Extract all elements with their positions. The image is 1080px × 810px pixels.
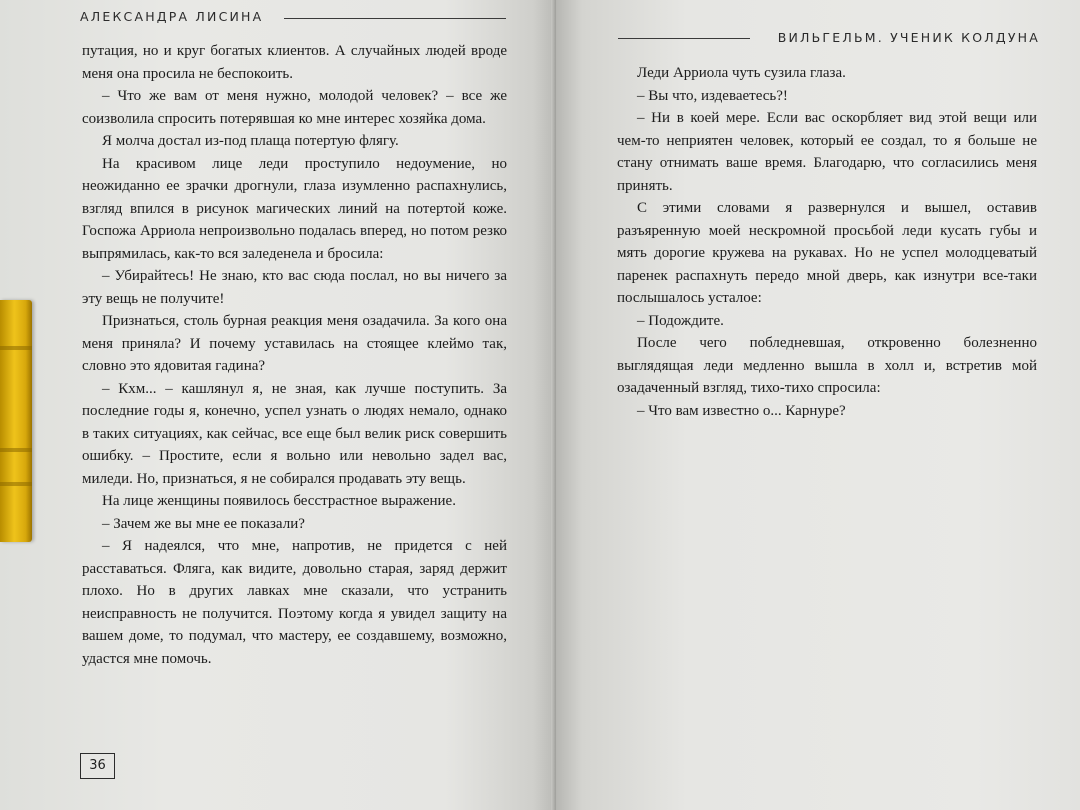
- right-page-body: [617, 62, 1037, 422]
- paragraph: На лице женщины появилось бесстрастное выражение.: [102, 493, 456, 509]
- paragraph: – Зачем же вы мне ее показали?: [102, 515, 305, 532]
- paragraph: – Я надеялся, что мне, напротив, не придется с ней расставаться. Фляга, как видите, довольно старая, заряд держит плохо. Но в других лавках мне сказали, что устранить неисправность не получится. Поэтому когда я увидел защиту на вашем доме, то подумал, что мастеру, ее создавшему, возможно, удастся мне помочь.: [82, 538, 507, 667]
- bookmark-band: [0, 448, 32, 452]
- paragraph: – Что вам известно о... Карнуре?: [637, 402, 846, 419]
- yellow-bookmark-clip: [0, 300, 32, 542]
- paragraph: Я молча достал из-под плаща потертую флягу.: [102, 133, 399, 149]
- paragraph: На красивом лице леди проступило недоумение, но неожиданно ее зрачки дрогнули, глаза изумленно распахнулись, взгляд впился в рисунок магических линий на потертой коже. Госпожа Арриола непроизвольно подалась вперед, но потом резко выпрямилась, как-то вся заледенела и бросила:: [82, 155, 507, 262]
- header-rule: [618, 38, 750, 39]
- paragraph: – Что же вам от меня нужно, молодой человек? – все же соизволила спросить потерявшая ко мне интерес хозяйка дома.: [82, 88, 507, 127]
- bookmark-band: [0, 346, 32, 350]
- left-page-body: [82, 40, 507, 670]
- paragraph: Признаться, столь бурная реакция меня озадачила. За кого она меня приняла? И почему уставилась на стоящее клеймо так, словно это ядовитая гадина?: [82, 313, 507, 374]
- paragraph: – Вы что, издеваетесь?!: [637, 87, 788, 104]
- paragraph: – Убирайтесь! Не знаю, кто вас сюда послал, но вы ничего за эту вещь не получите!: [82, 268, 507, 307]
- header-rule: [284, 18, 506, 19]
- paragraph: С этими словами я развернулся и вышел, оставив разъяренную моей нескромной просьбой леди кусать губы и мять дорогие кружева на рукавах. Но не успел молодцеватый паренек распахнуть передо мной дверь, как изнутри все-таки послышалось усталое:: [617, 200, 1037, 306]
- paragraph: – Ни в коей мере. Если вас оскорбляет вид этой вещи или чем-то неприятен человек, который ее создал, то я больше не стану отнимать ваше время. Благодарю, что согласились меня принять.: [617, 110, 1037, 194]
- bookmark-band: [0, 482, 32, 486]
- paragraph: – Подождите.: [637, 312, 724, 329]
- paragraph: Леди Арриола чуть сузила глаза.: [637, 65, 846, 81]
- running-head-title: ВИЛЬГЕЛЬМ. УЧЕНИК КОЛДУНА: [777, 30, 1040, 45]
- page-number: 36: [80, 753, 115, 779]
- running-head-author: АЛЕКСАНДРА ЛИСИНА: [80, 9, 264, 24]
- paragraph: После чего побледневшая, откровенно болезненно выглядящая леди медленно вышла в холл и, встретив мой озадаченный взгляд, тихо-тихо спросила:: [617, 335, 1037, 396]
- paragraph: путация, но и круг богатых клиентов. А случайных людей вроде меня она просила не беспокоить.: [82, 43, 507, 82]
- paragraph: – Кхм... – кашлянул я, не зная, как лучше поступить. За последние годы я, конечно, успел узнать о людях немало, однако в таких ситуациях, как сейчас, все еще был велик риск совершить ошибку. – Простите, если я вольно или невольно задел вас, миледи. Но, признаться, я не собирался продавать эту вещь.: [82, 380, 507, 487]
